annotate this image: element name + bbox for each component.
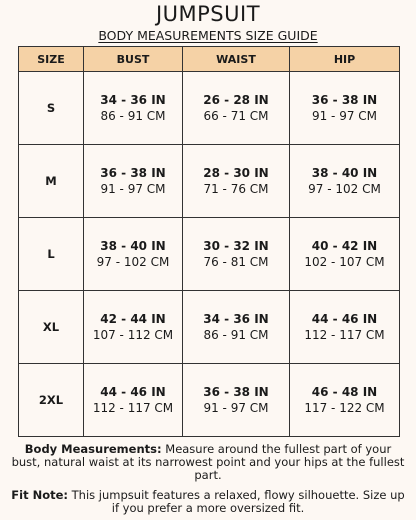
size-label: XL: [19, 291, 84, 364]
note-label: Fit Note:: [11, 488, 68, 502]
body-measurements-note: [10, 443, 406, 482]
hip-cell: [290, 72, 400, 145]
bust-cell: [84, 291, 183, 364]
size-label: L: [19, 218, 84, 291]
size-label: S: [19, 72, 84, 145]
table-row: [19, 364, 400, 437]
waist-cell: [183, 145, 290, 218]
size-chart-table: [18, 46, 400, 437]
hip-in: 38 - 40 IN: [311, 166, 378, 180]
table-row: [19, 218, 400, 291]
table-header-row: [19, 47, 400, 72]
hip-in: 40 - 42 IN: [311, 239, 378, 253]
hip-cell: [290, 364, 400, 437]
waist-cell: [183, 291, 290, 364]
waist-in: 28 - 30 IN: [203, 166, 269, 180]
bust-cell: [84, 72, 183, 145]
hip-in: 46 - 48 IN: [311, 385, 378, 399]
page-title: JUMPSUIT: [155, 2, 261, 26]
column-header-size: SIZE: [19, 47, 84, 72]
bust-in: 38 - 40 IN: [100, 239, 166, 253]
waist-cell: [183, 218, 290, 291]
bust-cell: [84, 145, 183, 218]
hip-cm: 97 - 102 CM: [308, 182, 381, 196]
hip-cm: 91 - 97 CM: [311, 109, 378, 123]
hip-cell: [290, 145, 400, 218]
hip-in: 44 - 46 IN: [311, 312, 378, 326]
waist-in: 30 - 32 IN: [203, 239, 269, 253]
waist-in: 36 - 38 IN: [203, 385, 269, 399]
column-header-bust: BUST: [84, 47, 183, 72]
hip-cell: [290, 218, 400, 291]
waist-cm: 76 - 81 CM: [203, 255, 269, 269]
hip-in: 36 - 38 IN: [311, 93, 378, 107]
bust-cell: [84, 218, 183, 291]
table-row: [19, 291, 400, 364]
hip-cm: 102 - 107 CM: [304, 255, 385, 269]
bust-cm: 112 - 117 CM: [92, 401, 174, 415]
bust-in: 42 - 44 IN: [100, 312, 166, 326]
size-label: 2XL: [19, 364, 84, 437]
waist-cell: [183, 72, 290, 145]
bust-cm: 86 - 91 CM: [100, 109, 166, 123]
hip-cm: 112 - 117 CM: [304, 328, 385, 342]
bust-in: 36 - 38 IN: [100, 166, 166, 180]
note-text: This jumpsuit features a relaxed, flowy silhouette. Size up if you prefer a more oversized fit.: [71, 488, 405, 515]
bust-cm: 107 - 112 CM: [92, 328, 174, 342]
fit-note: [10, 489, 406, 515]
bust-in: 34 - 36 IN: [100, 93, 166, 107]
hip-cm: 117 - 122 CM: [304, 401, 385, 415]
bust-in: 44 - 46 IN: [100, 385, 166, 399]
column-header-waist: WAIST: [183, 47, 290, 72]
table-row: [19, 145, 400, 218]
waist-cm: 86 - 91 CM: [203, 328, 269, 342]
hip-cell: [290, 291, 400, 364]
bust-cm: 91 - 97 CM: [100, 182, 166, 196]
note-text: Measure around the fullest part of your bust, natural waist at its narrowest point and your hips at the fullest part.: [11, 442, 405, 482]
size-label: M: [19, 145, 84, 218]
waist-cm: 66 - 71 CM: [203, 109, 269, 123]
waist-in: 34 - 36 IN: [203, 312, 269, 326]
table-row: [19, 72, 400, 145]
waist-cm: 71 - 76 CM: [203, 182, 269, 196]
waist-cell: [183, 364, 290, 437]
bust-cell: [84, 364, 183, 437]
page-subtitle: BODY MEASUREMENTS SIZE GUIDE: [98, 28, 318, 43]
note-label: Body Measurements:: [24, 442, 162, 456]
waist-in: 26 - 28 IN: [203, 93, 269, 107]
column-header-hip: HIP: [290, 47, 400, 72]
waist-cm: 91 - 97 CM: [203, 401, 269, 415]
bust-cm: 97 - 102 CM: [96, 255, 170, 269]
